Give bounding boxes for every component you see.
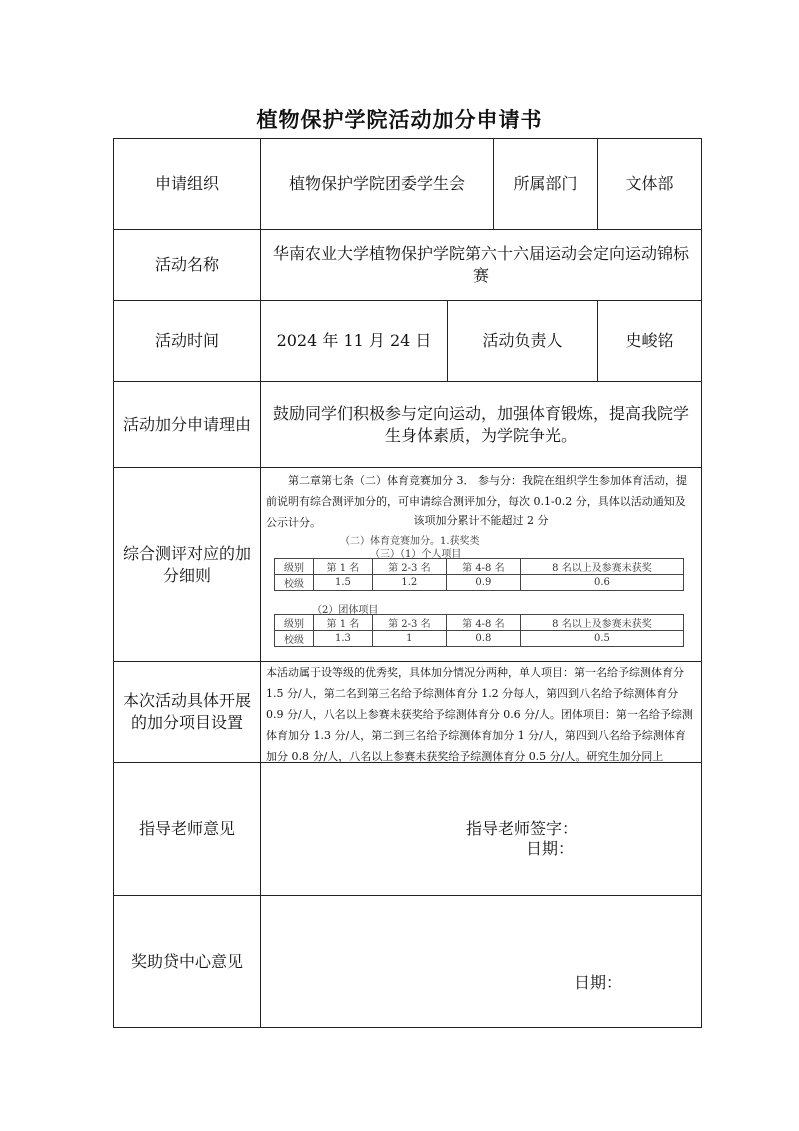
table-cell: 8 名以上及参赛未获奖 [520, 559, 683, 575]
reason-label: 活动加分申请理由 [122, 414, 251, 434]
table-cell: 1.5 [313, 575, 372, 591]
setting-text: 本活动属于设等级的优秀奖，具体加分情况分两种，单人项目：第一名给予综测体育分 1.5 分/人，第二名到第三名给予综测体育分 1.2 分每人，第四到八名给予综测体育分 0.9 分/人，八名以上参赛未获奖给予综测体育分 0.6 分/人。团体项目：第一名给予综测体育加分 1.3 分/人，第二到三名给予综测体育加分 1 分/人，第四到八名给予综测体育加分 0.8 分/人，八名以上参赛未获奖给予综测体育分 0.5 分/人。研究生加分同上 [266, 666, 693, 762]
individual-points-table [274, 558, 684, 591]
teacher-date: 日期： [526, 839, 575, 858]
scan-heading-2: （三）（1）个人项目 [370, 549, 462, 560]
table-cell: 第 4-8 名 [446, 559, 520, 575]
time-value: 2024 年 11 月 24 日 [276, 331, 432, 350]
table-cell: 1.3 [313, 631, 372, 647]
leader-label: 活动负责人 [482, 331, 563, 350]
rules-text: 第二章第七条（二）体育竞赛加分 3． 参与分：我院在组织学生参加体育活动，提前说明有综合测评加分的，可申请综合测评加分，每次 0.1-0.2 分，具体以活动通知及公示计分。 [266, 474, 687, 529]
document-title: 植物保护学院活动加分申请书 [256, 108, 543, 132]
table-cell: 第 1 名 [313, 615, 372, 631]
teacher-sign: 指导老师签字： [466, 819, 579, 838]
table-cell: 第 2-3 名 [372, 559, 446, 575]
table-cell: 校级 [275, 631, 314, 647]
org-value: 植物保护学院团委学生会 [288, 174, 465, 193]
table-cell: 8 名以上及参赛未获奖 [520, 615, 683, 631]
table-cell: 级别 [275, 615, 314, 631]
teacher-label: 指导老师意见 [138, 819, 235, 838]
reason-value: 鼓励同学们积极参与定向运动，加强体育锻炼，提高我院学生身体素质，为学院争光。 [272, 403, 689, 445]
setting-label: 本次活动具体开展的加分项目设置 [122, 691, 251, 732]
table-cell: 0.5 [520, 631, 683, 647]
team-points-table [274, 614, 684, 647]
table-cell: 第 1 名 [313, 559, 372, 575]
table-cell: 1 [372, 631, 446, 647]
center-date: 日期： [574, 973, 623, 992]
team-caption: （2）团体项目 [312, 605, 379, 616]
scan-heading-1: （二）体育竞赛加分。1.获奖类 [340, 536, 480, 547]
center-label: 奖助贷中心意见 [130, 951, 243, 971]
time-label: 活动时间 [154, 331, 219, 350]
table-cell: 1.2 [372, 575, 446, 591]
table-cell: 第 2-3 名 [372, 615, 446, 631]
table-cell: 0.6 [520, 575, 683, 591]
leader-value: 史峻铭 [625, 331, 674, 350]
activity-label: 活动名称 [154, 255, 219, 274]
rules-limit: 该项加分累计不能超过 2 分 [413, 513, 549, 527]
org-label: 申请组织 [154, 174, 219, 193]
dept-value: 文体部 [625, 174, 674, 193]
activity-value: 华南农业大学植物保护学院第六十六届运动会定向运动锦标赛 [272, 244, 689, 285]
table-cell: 0.9 [446, 575, 520, 591]
rules-label: 综合测评对应的加分细则 [122, 543, 251, 585]
table-cell: 校级 [275, 575, 314, 591]
table-cell: 级别 [275, 559, 314, 575]
dept-label: 所属部门 [513, 174, 578, 193]
table-cell: 第 4-8 名 [446, 615, 520, 631]
table-cell: 0.8 [446, 631, 520, 647]
